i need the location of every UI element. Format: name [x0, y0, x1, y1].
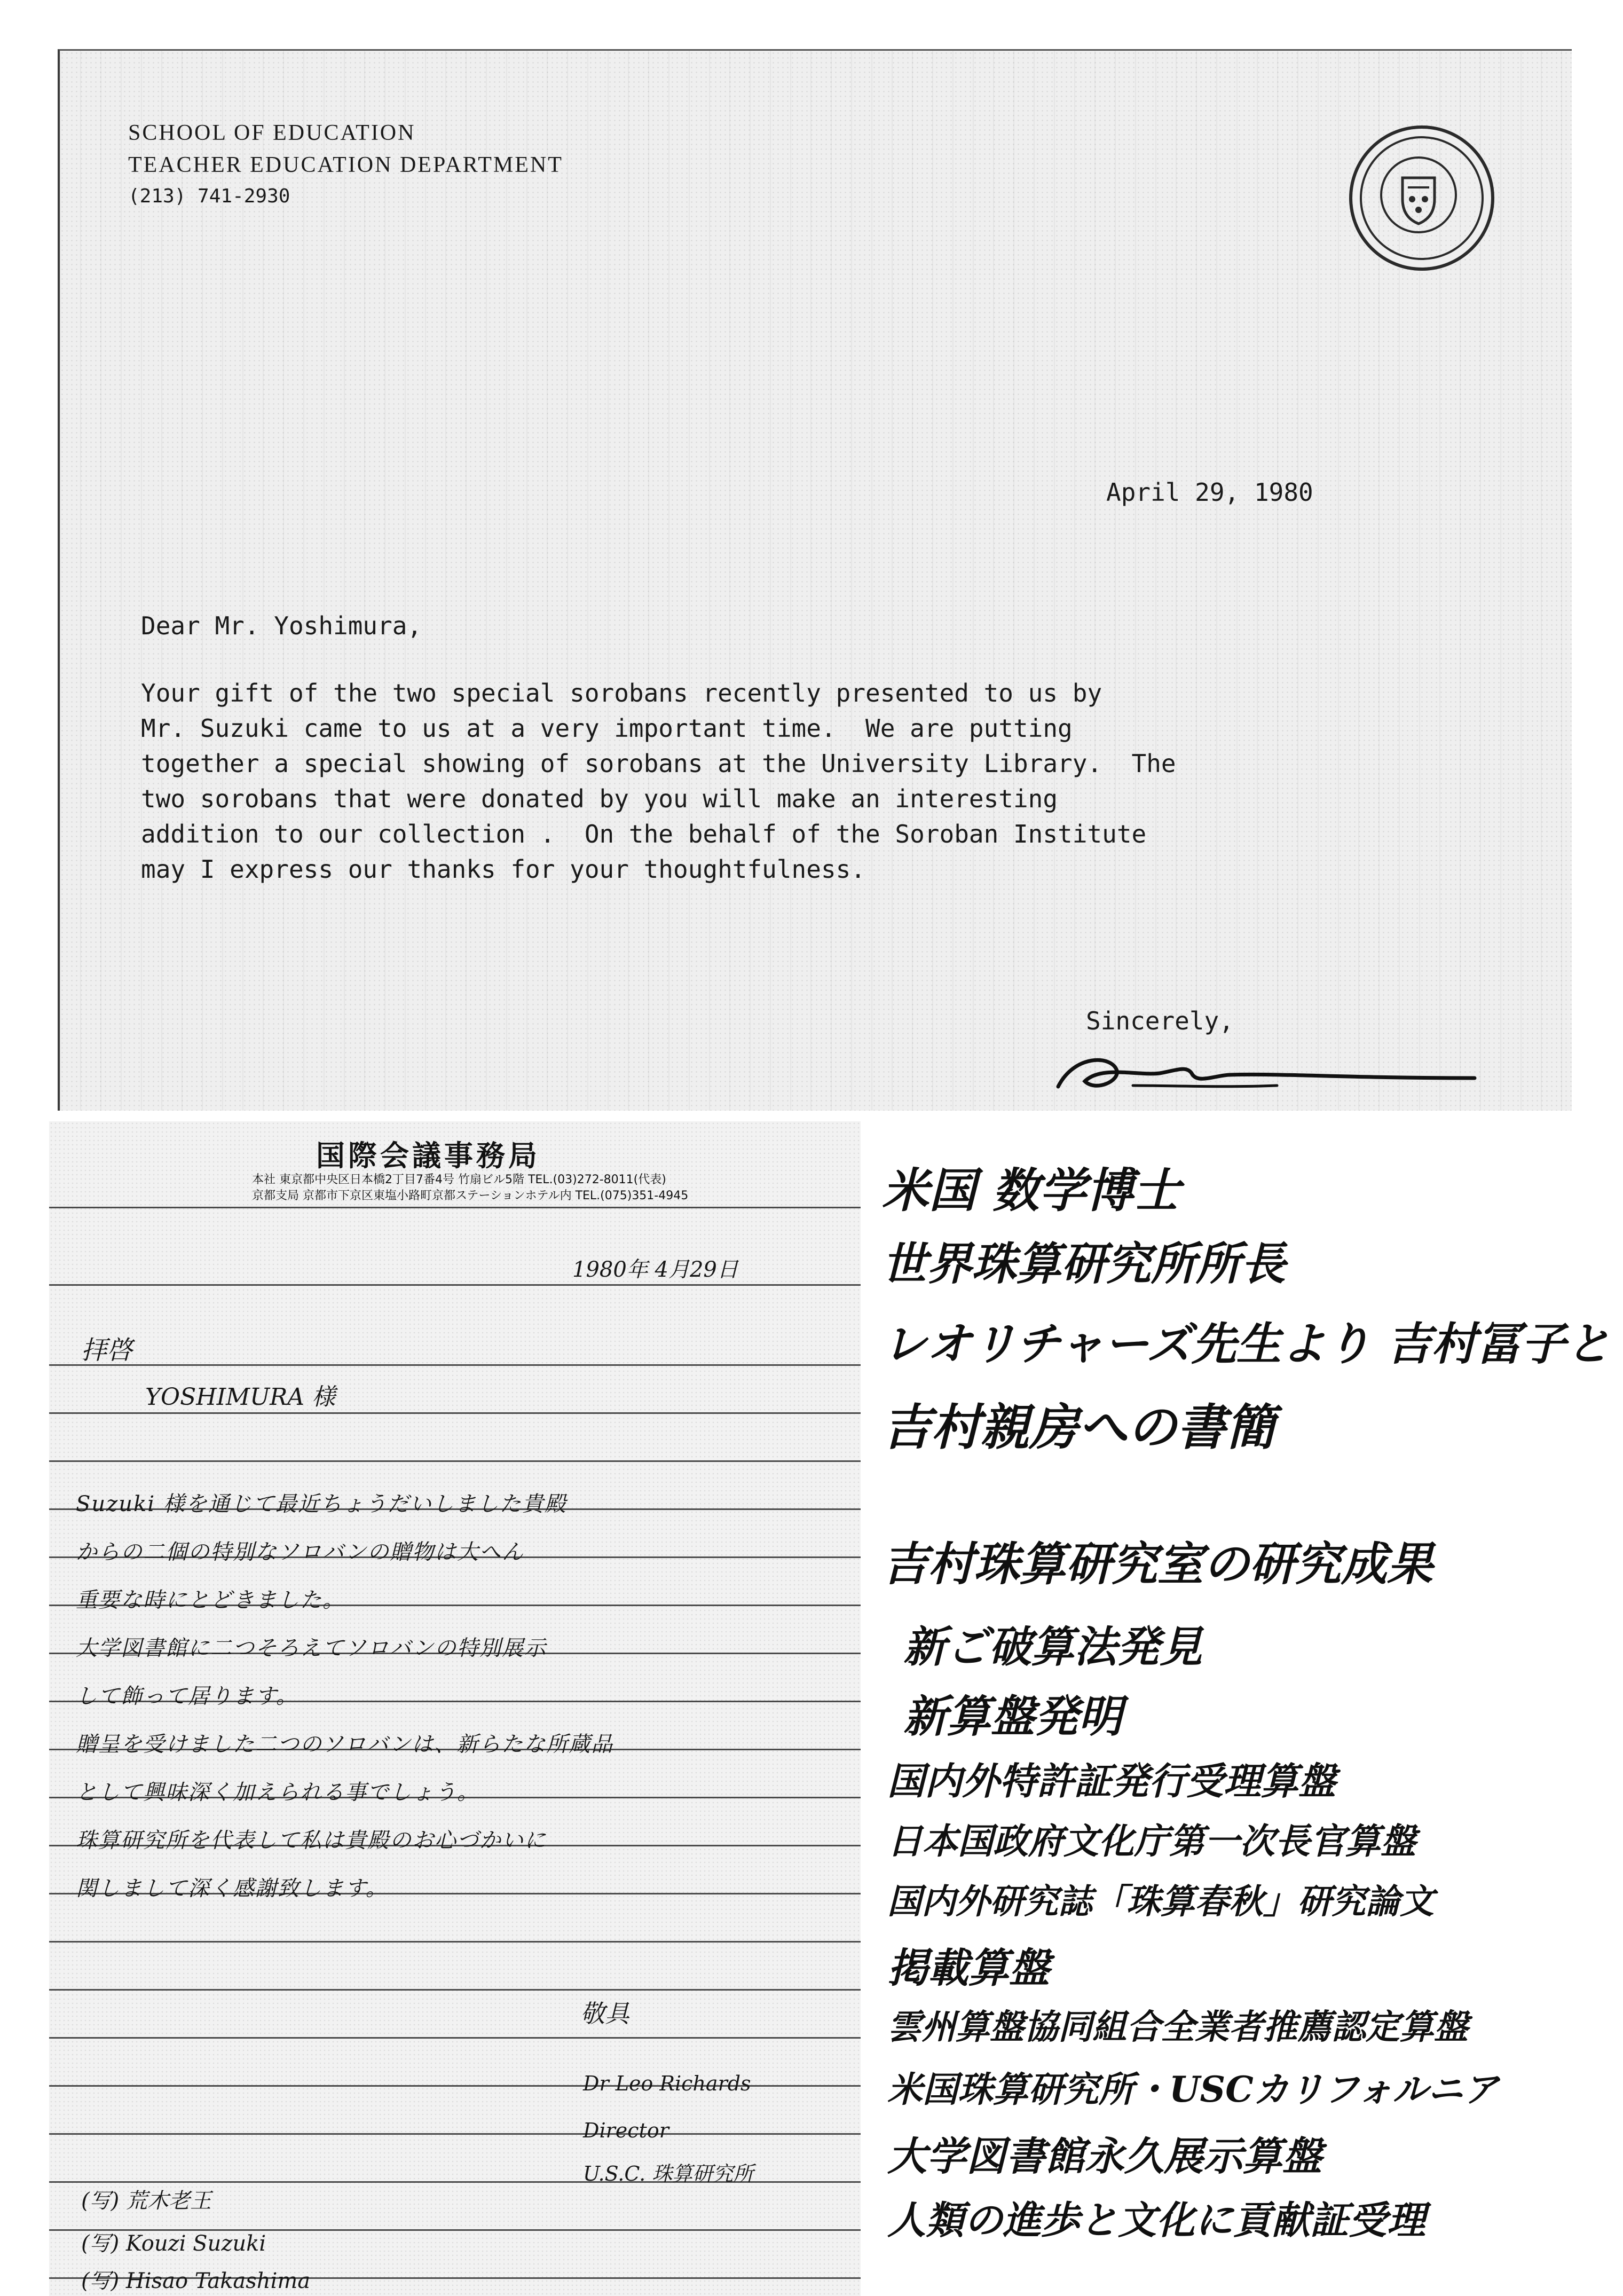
note-line: 新算盤発明	[903, 1691, 1122, 1742]
note-line: レオリチャーズ先生より 吉村冨子と	[882, 1317, 1611, 1370]
ruled-line	[49, 1284, 861, 1286]
translation-body-line: からの二個の特別なソロバンの贈物は大へん	[76, 1540, 524, 1564]
note-line: 国内外研究誌「珠算春秋」研究論文	[887, 1882, 1434, 1922]
organization-address: 京都支局 京都市下京区東塩小路町京都ステーションホテル内 TEL.(075)351-4945	[252, 1189, 689, 1202]
letter-closing: Sincerely,	[1086, 1007, 1234, 1035]
translation-addressee: YOSHIMURA 様	[145, 1383, 336, 1411]
note-line: 国内外特許証発行受理算盤	[887, 1759, 1336, 1803]
translation-signature-title: Director	[583, 2119, 669, 2142]
note-line: 人類の進歩と文化に貢献証受理	[887, 2197, 1426, 2243]
letter-date: April 29, 1980	[1106, 478, 1313, 507]
translation-body-line: 贈呈を受けました二つのソロバンは、新らたな所蔵品	[76, 1732, 614, 1757]
ruled-line	[49, 1460, 861, 1462]
handwritten-notes	[861, 1121, 1623, 2296]
translation-closing: 敬具	[580, 1999, 629, 2028]
letterhead-school: SCHOOL OF EDUCATION	[128, 121, 416, 145]
note-line: 米国 数学博士	[882, 1162, 1180, 1218]
handwritten-signature-icon	[1053, 1044, 1480, 1103]
note-line: 世界珠算研究所所長	[882, 1237, 1286, 1290]
letter-body-line: addition to our collection . On the behalf of the Soroban Institute	[141, 820, 1147, 848]
organization-name: 国際会議事務局	[316, 1139, 540, 1173]
ruled-line	[49, 1207, 861, 1208]
translation-body-line: 重要な時にとどきました。	[76, 1588, 345, 1613]
ruled-line	[49, 2133, 861, 2135]
note-line: 掲載算盤	[887, 1944, 1050, 1992]
note-line: 米国珠算研究所・USCカリフォルニア	[887, 2069, 1499, 2110]
translation-cc-line: (写) Kouzi Suzuki	[81, 2231, 266, 2256]
letter-body-line: Your gift of the two special sorobans recently presented to us by	[141, 679, 1102, 707]
translation-greeting: 拝啓	[81, 1335, 133, 1365]
letter-body-line: two sorobans that were donated by you will make an interesting	[141, 784, 1058, 813]
letter-body-line: Mr. Suzuki came to us at a very important time. We are putting	[141, 714, 1073, 743]
translation-body-line: Suzuki 様を通じて最近ちょうだいしました貴殿	[76, 1492, 567, 1516]
translation-cc-line: (写) Hisao Takashima	[81, 2269, 311, 2293]
ruled-line	[49, 1364, 861, 1366]
ruled-line	[49, 1989, 861, 1991]
letter-body	[141, 675, 1176, 887]
note-line: 吉村珠算研究室の研究成果	[882, 1537, 1433, 1591]
letterhead-phone: (213) 741-2930	[128, 185, 290, 207]
translation-signature-name: Dr Leo Richards	[583, 2072, 751, 2095]
translation-date: 1980年 4月29日	[572, 1257, 738, 1282]
university-seal-icon	[1349, 125, 1494, 271]
letter-body-line: together a special showing of sorobans at the University Library. The	[141, 749, 1176, 778]
translation-body-line: 関しまして深く感謝致します。	[76, 1876, 388, 1901]
translation-body-line: として興味深く加えられる事でしょう。	[76, 1780, 479, 1805]
translation-signature-org: U.S.C. 珠算研究所	[583, 2162, 754, 2185]
translation-cc-line: (写) 荒木老王	[81, 2189, 211, 2213]
translation-body-line: 大学図書館に二つそろえてソロバンの特別展示	[76, 1636, 547, 1661]
note-line: 日本国政府文化庁第一次長官算盤	[887, 1820, 1416, 1862]
note-line: 雲州算盤協同組合全業者推薦認定算盤	[887, 2007, 1468, 2047]
letterhead-department: TEACHER EDUCATION DEPARTMENT	[128, 153, 563, 177]
letter-salutation: Dear Mr. Yoshimura,	[141, 611, 422, 640]
letter-body-line: may I express our thanks for your thoughtfulness.	[141, 855, 866, 884]
ruled-line	[49, 2037, 861, 2039]
translation-body-line: 珠算研究所を代表して私は貴殿のお心づかいに	[76, 1828, 547, 1853]
ruled-line	[49, 1941, 861, 1943]
note-line: 大学図書館永久展示算盤	[887, 2134, 1322, 2180]
japanese-translation-form	[49, 1121, 861, 2296]
usc-letter	[58, 49, 1572, 1111]
organization-address: 本社 東京都中央区日本橋2丁目7番4号 竹扇ビル5階 TEL.(03)272-8011(代表)	[252, 1173, 666, 1186]
note-line: 吉村親房への書簡	[882, 1398, 1275, 1456]
note-line: 新ご破算法発見	[903, 1622, 1202, 1672]
ruled-line	[49, 1412, 861, 1414]
translation-body-line: して飾って居ります。	[76, 1684, 298, 1709]
